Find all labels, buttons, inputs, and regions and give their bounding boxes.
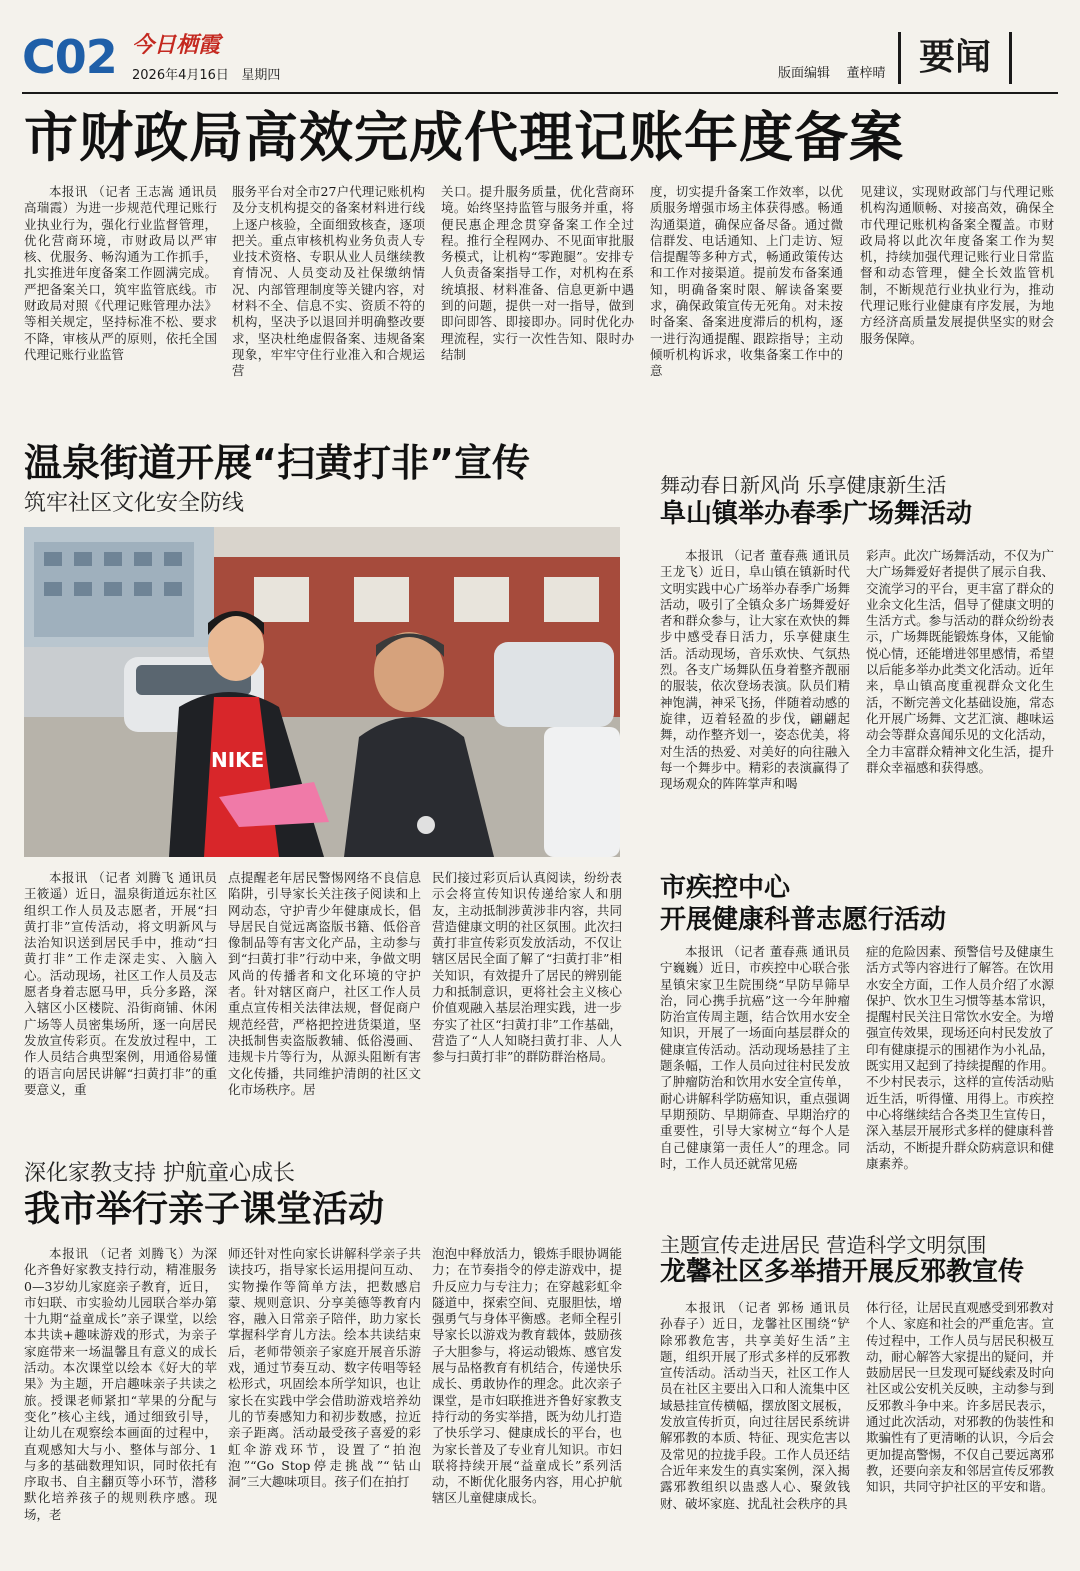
article2-subheadline: 筑牢社区文化安全防线 [24, 491, 245, 516]
article5-text: 泡泡中释放活力，锻炼手眼协调能力；在节奏指令的停走游戏中，提升反应力与专注力；在穿越彩虹伞隧道中，探索空间、克服胆怯，增强勇气与身体平衡感。老师全程引导家长以游戏为教育载体，鼓励孩子大胆参与，将运动锻炼、感官发展与品格教育有机结合，传递快乐成长、勇敢协作的理念。此次亲子课堂，是市妇联推进齐鲁好家教支持行动的务实举措，既为幼儿打造了快乐学习、健康成长的平台，也为家长普及了专业育儿知识。市妇联将持续开展“益童成长”系列活动，不断优化服务内容，用心护航辖区儿童健康成长。 [432, 1246, 622, 1506]
article2-column [24, 870, 217, 1118]
article2-headline: 温泉街道开展“扫黄打非”宣传 [24, 441, 530, 485]
editor-label: 版面编辑 [778, 66, 831, 81]
article1-column [24, 184, 217, 396]
article2-photo [24, 527, 620, 857]
article3-kicker: 舞动春日新风尚 乐享健康新生活 [660, 473, 947, 497]
article1-text: 服务平台对全市27户代理记账机构及分支机构提交的备案材料进行线上逐户核验，全面细致核查，逐项把关。重点审核机构业务负责人专业技术资格、专职从业人员继续教育情况、人员变动及社保缴纳情况、内部管理制度等关键内容，对材料不全、信息不实、资质不符的机构，坚决予以退回并明确整改要求，坚决杜绝虚假备案、违规备案现象，牢牢守住行业准入和合规运营 [232, 184, 425, 379]
issue-date [132, 64, 280, 83]
section-label: 要闻 [898, 32, 1012, 84]
article6-headline: 龙馨社区多举措开展反邪教宣传 [660, 1257, 1025, 1287]
article6-column [660, 1300, 850, 1562]
article3-column [660, 548, 850, 830]
paper-name-logo: 今日栖霞 [132, 32, 221, 58]
shirt-logo: NIKE [211, 748, 265, 772]
article5-column [24, 1246, 217, 1564]
article4-text: 症的危险因素、预警信号及健康生活方式等内容进行了解答。在饮用水安全方面，工作人员介绍了水源保护、饮水卫生习惯等基本常识，提醒村民关注日常饮水安全。为增强宣传效果，现场还向村民发放了印有健康提示的围裙作为小礼品，既实用又起到了持续提醒的作用。不少村民表示，这样的宣传活动贴近生活，听得懂、用得上。市疾控中心将继续结合各类卫生宣传日，深入基层开展形式多样的健康科普活动，不断提升群众防病意识和健康素养。 [866, 944, 1054, 1171]
article5-kicker: 深化家教支持 护航童心成长 [24, 1161, 295, 1186]
editor-credit [778, 62, 886, 81]
article6-kicker: 主题宣传走进居民 营造科学文明氛围 [660, 1233, 987, 1257]
weekday-text: 星期四 [241, 68, 281, 83]
article5-column [228, 1246, 421, 1564]
article1-text: 见建议，实现财政部门与代理记账机构沟通顺畅、对接高效，确保全市代理记账机构备案全覆盖。市财政局将以此次年度备案工作为契机，持续加强代理记账行业日常监督和动态管理，健全长效监管机制，不断规范行业执业行为，推动代理记账行业健康有序发展，为地方经济高质量发展提供坚实的财会服务保障。 [860, 184, 1054, 346]
article3-text: 本报讯 （记者 董春燕 通讯员 王龙飞）近日，阜山镇在镇新时代文明实践中心广场举办春季广场舞活动，吸引了全镇众多广场舞爱好者和群众参与，让大家在欢快的舞步中感受春日活力，乐享健康生活。活动现场，音乐欢快、气氛热烈。各支广场舞队伍身着整齐靓丽的服装，依次登场表演。队员们精神饱满，神采飞扬，伴随着动感的旋律，迈着轻盈的步伐，翩翩起舞，动作整齐划一，姿态优美，将对生活的热爱、对美好的向往融入每一个舞步中。精彩的表演赢得了现场观众的阵阵掌声和喝 [660, 548, 850, 792]
article5-text: 师还针对性向家长讲解科学亲子共读技巧，指导家长运用提问互动、实物操作等简单方法，把数感启蒙、规则意识、分享美德等教育内容，融入日常亲子陪伴，助力家长掌握科学育儿方法。绘本共读结束后，老师带领亲子家庭开展音乐游戏，通过节奏互动、数字传唱等轻松形式，巩固绘本所学知识，也让家长在实践中学会借助游戏培养幼儿的节奏感知力和初步数感，拉近亲子距离。活动最受孩子喜爱的彩虹伞游戏环节，设置了“拍泡泡”“Go Stop停走挑战”“钻山洞”三大趣味项目。孩子们在拍打 [228, 1246, 421, 1490]
article6-text: 体行径，让居民直观感受到邪教对个人、家庭和社会的严重危害。宣传过程中，工作人员与居民积极互动，耐心解答大家提出的疑问，并鼓励居民一旦发现可疑线索及时向社区或公安机关反映，主动参与到反邪教斗争中来。许多居民表示，通过此次活动，对邪教的伪装性和欺骗性有了更清晰的认识，今后会更加提高警惕，不仅自己要远离邪教，还要向亲友和邻居宣传反邪教知识，共同守护社区的平安和谐。 [866, 1300, 1054, 1495]
article1-text: 关口。提升服务质量，优化营商环境。始终坚持监管与服务并重，将便民惠企理念贯穿备案工作全过程。推行全程网办、不见面审批服务模式，让机构“零跑腿”。安排专人负责备案指导工作，对机构在系统填报、材料准备、信息更新中遇到的问题，提供一对一指导，做到即问即答、即接即办。同时优化办理流程，实行一次性告知、限时办结制 [441, 184, 634, 362]
article3-text: 彩声。此次广场舞活动，不仅为广大广场舞爱好者提供了展示自我、交流学习的平台，更丰富了群众的业余文化生活，倡导了健康文明的生活方式。参与活动的群众纷纷表示，广场舞既能锻炼身体，又能愉悦心情，还能增进邻里感情，希望以后能多举办此类文化活动。近年来，阜山镇高度重视群众文化生活，不断完善文化基础设施，常态化开展广场舞、文艺汇演、趣味运动会等群众喜闻乐见的文化活动，全力丰富群众精神文化生活，提升群众幸福感和获得感。 [866, 548, 1054, 775]
article2-column [432, 870, 622, 1118]
article5-text: 本报讯 （记者 刘腾飞）为深化齐鲁好家教支持行动，精准服务0—3岁幼儿家庭亲子教育，近日，市妇联、市实验幼儿园联合举办第十九期“益童成长”亲子课堂，以绘本共读+趣味游戏的形式，为亲子家庭带来一场温馨且有意义的成长活动。本次课堂以绘本《好大的苹果》为主题，开启趣味亲子共读之旅。授课老师紧扣“苹果的分配与变化”核心主线，通过细致引导，让幼儿在观察绘本画面的过程中，直观感知大与小、整体与部分、1与多的基础数理知识，同时依托有序取书、自主翻页等小环节，潜移默化培养孩子的规则秩序感。现场，老 [24, 1246, 217, 1522]
article4-headline-line1: 市疾控中心 [660, 873, 791, 903]
article3-column [866, 548, 1054, 830]
article6-text: 本报讯 （记者 郭杨 通讯员 孙春子）近日，龙馨社区围绕“铲除邪教危害，共享美好生活”主题，组织开展了形式多样的反邪教宣传活动。活动当天，社区工作人员在社区主要出入口和人流集中区域悬挂宣传横幅，摆放图文展板，发放宣传折页，向过往居民系统讲解邪教的本质、特征、现实危害以及常见的拉拢手段。工作人员还结合近年来发生的真实案例，深入揭露邪教组织以蛊惑人心、聚敛钱财、破坏家庭、扰乱社会秩序的具 [660, 1300, 850, 1511]
article1-text: 本报讯 （记者 王志嵩 通讯员 高瑞霞）为进一步规范代理记账行业执业行为，强化行业监督管理，优化营商环境，市财政局以严审核、优服务、畅沟通为工作抓手，扎实推进年度备案工作圆满完成。严把备案关口，筑牢监管底线。市财政局对照《代理记账管理办法》等相关规定，坚持标准不松、要求不降，审核从严的原则，依托全国代理记账行业监管 [24, 184, 217, 362]
article4-headline-line2: 开展健康科普志愿行活动 [660, 905, 947, 935]
article2-text: 点提醒老年居民警惕网络不良信息陷阱，引导家长关注孩子阅读和上网动态，守护青少年健康成长，倡导居民自觉远离盗版书籍、低俗音像制品等有害文化产品，主动参与到“扫黄打非”行动中来，争做文明风尚的传播者和文化环境的守护者。针对辖区商户，社区工作人员重点宣传相关法律法规，督促商户规范经营，严格把控进货渠道，坚决抵制售卖盗版教辅、低俗漫画、违规卡片等行为，从源头阻断有害文化传播，共同维护清朗的社区文化市场秩序。居 [228, 870, 421, 1097]
article2-column [228, 870, 421, 1118]
article6-column [866, 1300, 1054, 1562]
article4-column [866, 944, 1054, 1196]
article5-column [432, 1246, 622, 1564]
article4-column [660, 944, 850, 1196]
article5-headline: 我市举行亲子课堂活动 [24, 1189, 385, 1230]
article1-text: 度，切实提升备案工作效率，以优质服务增强市场主体获得感。畅通沟通渠道，确保应备尽备。通过微信群发、电话通知、上门走访、短信提醒等多种方式，畅通政策传达和工作对接渠道。提前发布备案通知，明确备案时限、解读备案要求，确保政策宣传无死角。对未按时备案、备案进度滞后的机构，逐一进行沟通提醒、跟踪指导；主动倾听机构诉求，收集备案工作中的意 [650, 184, 843, 379]
date-text: 2026年4月16日 [132, 68, 229, 83]
article1-headline: 市财政局高效完成代理记账年度备案 [24, 106, 904, 169]
header-rule [22, 92, 1058, 94]
article2-text: 本报讯 （记者 刘腾飞 通讯员 王筱遥）近日，温泉街道远东社区组织工作人员及志愿者，开展“扫黄打非”宣传活动，将文明新风与法治知识送到居民手中，推动“扫黄打非”工作走深走实、入脑入心。活动现场，社区工作人员及志愿者身着志愿马甲，兵分多路，深入辖区小区楼院、沿街商铺、休闲广场等人员密集场所，逐一向居民发放宣传彩页。在发放过程中，工作人员结合典型案例，用通俗易懂的语言向居民讲解“扫黄打非”的重要意义，重 [24, 870, 217, 1097]
article1-column [860, 184, 1054, 396]
article2-text: 民们接过彩页后认真阅读，纷纷表示会将宣传知识传递给家人和朋友，主动抵制涉黄涉非内容，共同营造健康文明的社区氛围。此次扫黄打非宣传彩页发放活动，不仅让辖区居民全面了解了“扫黄打非”相关知识，有效提升了居民的辨别能力和抵制意识，更将社会主义核心价值观融入基层治理实践，进一步夯实了社区“扫黄打非”工作基础，营造了“人人知晓扫黄打非、人人参与扫黄打非”的群防群治格局。 [432, 870, 622, 1065]
article4-text: 本报讯 （记者 董春燕 通讯员 宁巍巍）近日，市疾控中心联合张星镇宋家卫生院围绕“早防早筛早治，同心携手抗癌”这一今年肿瘤防治宣传周主题，结合饮用水安全知识，开展了一场面向基层群众的健康宣传活动。活动现场悬挂了主题条幅，工作人员向过往村民发放了肿瘤防治和饮用水安全宣传单，耐心讲解科学防癌知识，重点强调早期预防、早期筛查、早期治疗的重要性，引导大家树立“每个人是自己健康第一责任人”的理念。同时，工作人员还就常见癌 [660, 944, 850, 1171]
article1-column [650, 184, 843, 396]
article1-column [441, 184, 634, 396]
editor-name: 董梓晴 [846, 66, 886, 81]
page-number: C02 [22, 30, 117, 84]
article3-headline: 阜山镇举办春季广场舞活动 [660, 499, 973, 529]
article1-column [232, 184, 425, 396]
